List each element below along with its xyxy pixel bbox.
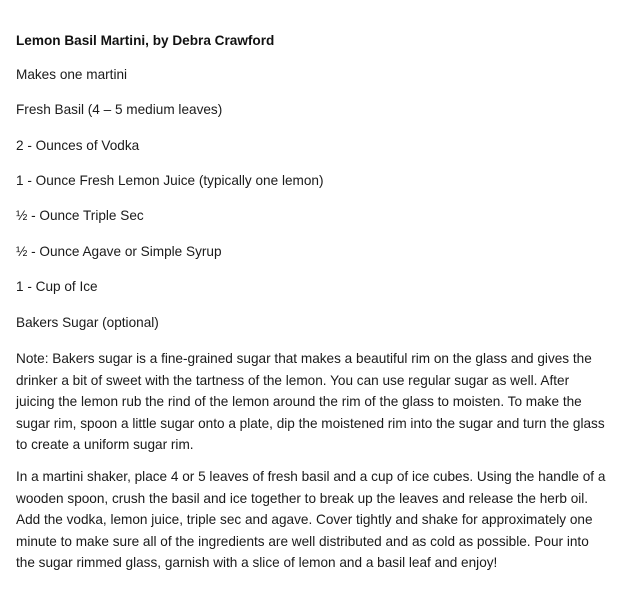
recipe-title: Lemon Basil Martini, by Debra Crawford [16,33,275,48]
ingredient-ice: 1 - Cup of Ice [16,279,98,294]
ingredient-basil: Fresh Basil (4 – 5 medium leaves) [16,102,223,117]
recipe-instructions: In a martini shaker, place 4 or 5 leaves of fresh basil and a cup of ice cubes. Using the handle of a wooden spoon, crush the basil and ice together to break up the leaves and release the herb oil. Add the vodka, lemon juice, triple sec and agave. Cover tightly and shake for approximately one minute to make sure all of the ingredients are well distributed and as cold as possible. Pour into the sugar rimmed glass, garnish with a slice of lemon and a basil leaf and enjoy! [16,469,606,570]
ingredient-sugar: Bakers Sugar (optional) [16,315,159,330]
recipe-yield: Makes one martini [16,67,128,82]
recipe-note: Note: Bakers sugar is a fine-grained sugar that makes a beautiful rim on the glass and gives the drinker a bit of sweet with the tartness of the lemon. You can use regular sugar as well. After juicing the lemon rub the rind of the lemon around the rim of the glass to moisten. To make the sugar rim, spoon a little sugar onto a plate, dip the moistened rim into the sugar and turn the glass to create a uniform sugar rim. [16,351,605,452]
ingredient-lemon-juice: 1 - Ounce Fresh Lemon Juice (typically one lemon) [16,173,324,188]
ingredient-syrup: ½ - Ounce Agave or Simple Syrup [16,244,222,259]
ingredient-vodka: 2 - Ounces of Vodka [16,138,140,153]
ingredient-triple-sec: ½ - Ounce Triple Sec [16,208,144,223]
